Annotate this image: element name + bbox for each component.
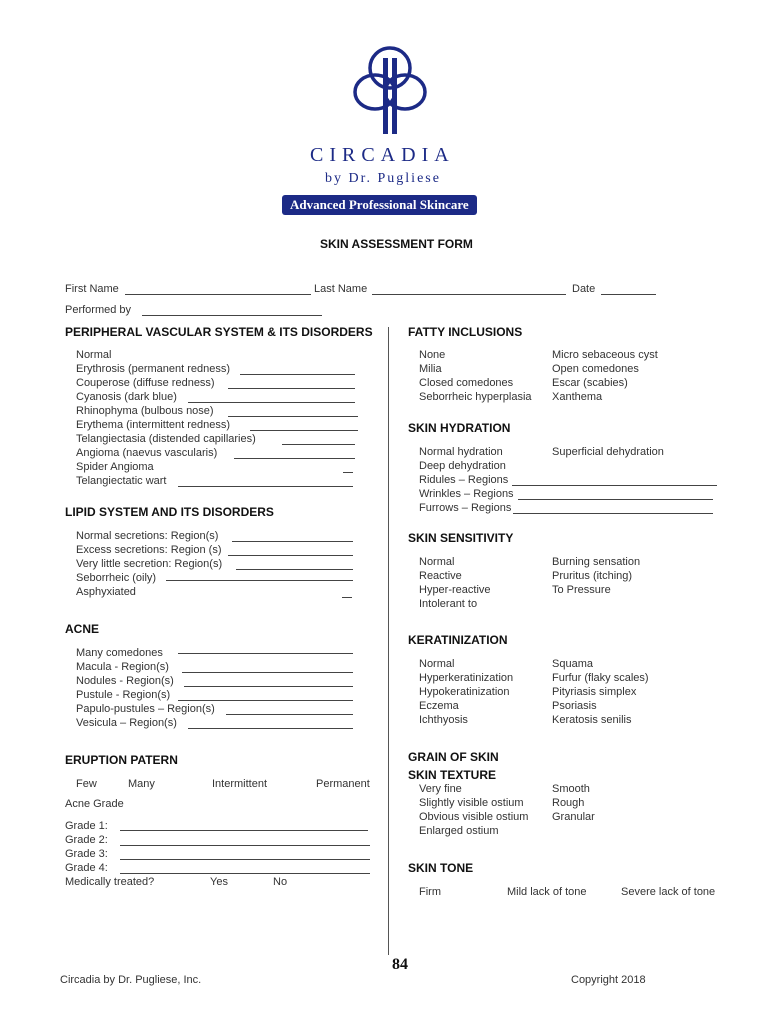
eruption-heading: ERUPTION PATERN: [65, 753, 178, 767]
lipid-item[interactable]: Normal secretions: Region(s): [76, 530, 219, 542]
vascular-line[interactable]: [188, 402, 355, 403]
fatty-item[interactable]: Seborrheic hyperplasia: [419, 391, 532, 403]
vascular-line[interactable]: [250, 430, 358, 431]
vascular-line[interactable]: [240, 374, 355, 375]
sensitivity-item[interactable]: Burning sensation: [552, 556, 641, 568]
vascular-line[interactable]: [234, 458, 355, 459]
medically-treated-label: Medically treated?: [65, 876, 155, 888]
acne-line[interactable]: [178, 653, 353, 654]
texture-item[interactable]: Very fine: [419, 783, 462, 795]
form-title: SKIN ASSESSMENT FORM: [320, 237, 473, 251]
fatty-item[interactable]: Micro sebaceous cyst: [552, 349, 658, 361]
hydration-superficial[interactable]: Superficial dehydration: [552, 446, 664, 458]
fatty-item[interactable]: Xanthema: [552, 391, 603, 403]
acne-line[interactable]: [182, 672, 353, 673]
keratinization-item[interactable]: Keratosis senilis: [552, 714, 632, 726]
brand-tagline: Advanced Professional Skincare: [282, 195, 477, 215]
vascular-item[interactable]: Angioma (naevus vascularis): [76, 447, 218, 459]
footer-copyright: Copyright 2018: [571, 974, 646, 986]
vascular-line[interactable]: [343, 472, 353, 473]
sensitivity-item[interactable]: Intolerant to: [419, 598, 478, 610]
sensitivity-item[interactable]: Hyper-reactive: [419, 584, 491, 596]
grade-label: Grade 2:: [65, 834, 108, 846]
texture-heading: SKIN TEXTURE: [408, 768, 497, 782]
acne-line[interactable]: [226, 714, 353, 715]
eruption-option[interactable]: Permanent: [316, 778, 370, 790]
vascular-line[interactable]: [228, 416, 358, 417]
acne-line[interactable]: [188, 728, 353, 729]
acne-item[interactable]: Many comedones: [76, 647, 163, 659]
acne-heading: ACNE: [65, 622, 100, 636]
page-number: 84: [392, 956, 408, 973]
fatty-item[interactable]: Milia: [419, 363, 442, 375]
vascular-line[interactable]: [282, 444, 355, 445]
tone-option[interactable]: Severe lack of tone: [621, 886, 716, 898]
fatty-item[interactable]: Open comedones: [552, 363, 639, 375]
performed-by-field[interactable]: [142, 315, 322, 316]
acne-item[interactable]: Papulo-pustules – Region(s): [76, 703, 215, 715]
grade-field[interactable]: [120, 845, 370, 846]
keratinization-item[interactable]: Squama: [552, 658, 593, 670]
vascular-item[interactable]: Erythema (intermittent redness): [76, 419, 231, 431]
acne-line[interactable]: [178, 700, 353, 701]
keratinization-item[interactable]: Psoriasis: [552, 700, 597, 712]
grain-heading: GRAIN OF SKIN: [408, 750, 499, 764]
brand-byline: by Dr. Pugliese: [325, 171, 441, 186]
acne-item[interactable]: Nodules - Region(s): [76, 675, 174, 687]
grade-field[interactable]: [120, 859, 370, 860]
texture-item[interactable]: Smooth: [552, 783, 590, 795]
vascular-line[interactable]: [178, 486, 353, 487]
fatty-item[interactable]: Closed comedones: [419, 377, 514, 389]
lipid-line[interactable]: [166, 580, 353, 581]
lipid-item[interactable]: Asphyxiated: [76, 586, 136, 598]
texture-item[interactable]: Enlarged ostium: [419, 825, 499, 837]
keratinization-item[interactable]: Ichthyosis: [419, 714, 468, 726]
last-name-label: Last Name: [314, 283, 368, 295]
no-option[interactable]: No: [273, 876, 288, 888]
vascular-item[interactable]: Cyanosis (dark blue): [76, 391, 177, 403]
grade-field[interactable]: [120, 873, 370, 874]
vascular-item[interactable]: Telangiectatic wart: [76, 475, 167, 487]
circadia-logo-icon: [345, 44, 435, 136]
vascular-heading: PERIPHERAL VASCULAR SYSTEM & ITS DISORDERS: [65, 325, 373, 339]
lipid-item[interactable]: Excess secretions: Region (s): [76, 544, 222, 556]
lipid-line[interactable]: [232, 541, 353, 542]
hydration-furrows[interactable]: Furrows – Regions: [419, 502, 512, 514]
acne-item[interactable]: Vesicula – Region(s): [76, 717, 177, 729]
performed-by-label: Performed by: [65, 304, 132, 316]
hydration-wrinkles[interactable]: Wrinkles – Regions: [419, 488, 514, 500]
date-field[interactable]: [601, 294, 656, 295]
hydration-normal[interactable]: Normal hydration: [419, 446, 503, 458]
texture-item[interactable]: Rough: [552, 797, 585, 809]
eruption-option[interactable]: Few: [76, 778, 97, 790]
texture-item[interactable]: Slightly visible ostium: [419, 797, 524, 809]
acne-grade-label: Acne Grade: [65, 798, 124, 810]
vascular-item[interactable]: Spider Angioma: [76, 461, 154, 473]
vascular-item[interactable]: Erythrosis (permanent redness): [76, 363, 231, 375]
acne-line[interactable]: [184, 686, 353, 687]
eruption-option[interactable]: Many: [128, 778, 155, 790]
grade-label: Grade 1:: [65, 820, 108, 832]
sensitivity-item[interactable]: Reactive: [419, 570, 462, 582]
first-name-label: First Name: [65, 283, 119, 295]
lipid-line[interactable]: [342, 597, 352, 598]
hydration-heading: SKIN HYDRATION: [408, 421, 511, 435]
date-label: Date: [572, 283, 596, 295]
yes-option[interactable]: Yes: [210, 876, 228, 888]
lipid-item[interactable]: Seborrheic (oily): [76, 572, 157, 584]
footer-company: Circadia by Dr. Pugliese, Inc.: [60, 974, 202, 986]
vascular-line[interactable]: [228, 388, 355, 389]
tone-option[interactable]: Firm: [419, 886, 441, 898]
keratinization-item[interactable]: Pityriasis simplex: [552, 686, 637, 698]
furrows-field[interactable]: [513, 513, 713, 514]
keratinization-item[interactable]: Eczema: [419, 700, 459, 712]
fatty-heading: FATTY INCLUSIONS: [408, 325, 523, 339]
brand-name: CIRCADIA: [310, 144, 455, 166]
grade-label: Grade 4:: [65, 862, 108, 874]
fatty-item[interactable]: Escar (scabies): [552, 377, 628, 389]
sensitivity-item[interactable]: Pruritus (itching): [552, 570, 633, 582]
keratinization-item[interactable]: Normal: [419, 658, 455, 670]
sensitivity-item[interactable]: Normal: [419, 556, 455, 568]
texture-item[interactable]: Granular: [552, 811, 595, 823]
ridules-field[interactable]: [512, 485, 717, 486]
hydration-ridules[interactable]: Ridules – Regions: [419, 474, 509, 486]
grade-label: Grade 3:: [65, 848, 108, 860]
last-name-field[interactable]: [372, 294, 566, 295]
acne-item[interactable]: Pustule - Region(s): [76, 689, 171, 701]
first-name-field[interactable]: [125, 294, 311, 295]
grade-field[interactable]: [120, 830, 368, 831]
fatty-item[interactable]: None: [419, 349, 446, 361]
lipid-item[interactable]: Very little secretion: Region(s): [76, 558, 223, 570]
keratinization-item[interactable]: Furfur (flaky scales): [552, 672, 649, 684]
acne-item[interactable]: Macula - Region(s): [76, 661, 169, 673]
wrinkles-field[interactable]: [518, 499, 713, 500]
sensitivity-item[interactable]: To Pressure: [552, 584, 611, 596]
lipid-heading: LIPID SYSTEM AND ITS DISORDERS: [65, 505, 274, 519]
keratinization-heading: KERATINIZATION: [408, 633, 508, 647]
tone-heading: SKIN TONE: [408, 861, 474, 875]
hydration-deep[interactable]: Deep dehydration: [419, 460, 506, 472]
column-divider: [388, 327, 389, 955]
sensitivity-heading: SKIN SENSITIVITY: [408, 531, 514, 545]
eruption-option[interactable]: Intermittent: [212, 778, 268, 790]
keratinization-item[interactable]: Hypokeratinization: [419, 686, 510, 698]
vascular-item[interactable]: Normal: [76, 349, 112, 361]
vascular-item[interactable]: Telangiectasia (distended capillaries): [76, 433, 256, 445]
lipid-line[interactable]: [236, 569, 353, 570]
lipid-line[interactable]: [228, 555, 353, 556]
keratinization-item[interactable]: Hyperkeratinization: [419, 672, 514, 684]
tone-option[interactable]: Mild lack of tone: [507, 886, 587, 898]
vascular-item[interactable]: Couperose (diffuse redness): [76, 377, 215, 389]
texture-item[interactable]: Obvious visible ostium: [419, 811, 529, 823]
vascular-item[interactable]: Rhinophyma (bulbous nose): [76, 405, 214, 417]
